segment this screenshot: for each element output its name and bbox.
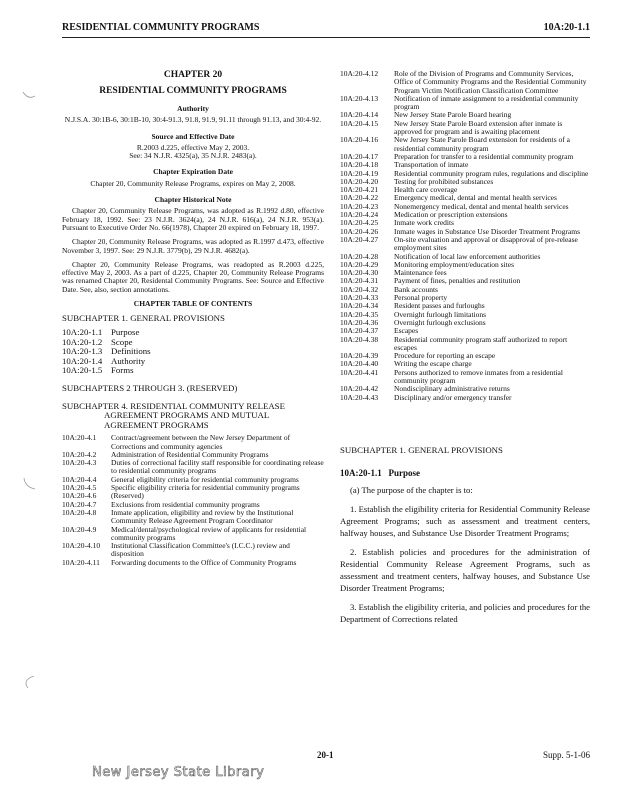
toc-entry-code: 10A:20-4.36	[340, 317, 379, 327]
toc-entry	[62, 559, 324, 567]
toc-entry-title: Contract/agreement between the New Jersey Department of Corrections and community agencies	[111, 433, 291, 451]
toc-entry-title: Scope	[111, 336, 133, 347]
toc-entry-title: Notification of local law enforcement authorities	[394, 251, 541, 261]
right-column	[340, 70, 590, 632]
history-paragraph: Chapter 20, Community Release Programs, was readopted as R.2003 d.225, effective May 2, 2003. As a part of d.225, Chapter 20, Community Release Programs was renamed Chapter 20, Residental Community Programs. See: Source and Effective Date. See, also, section annotations.	[62, 259, 324, 294]
toc-entry-title: Notification of inmate assignment to a residential community program	[394, 93, 579, 112]
toc-entry-title: New Jersey State Parole Board extension after inmate is approved for program and is awaiting placement	[394, 118, 563, 137]
header-rule	[62, 37, 590, 38]
toc-entry-code: 10A:20-4.26	[340, 226, 379, 236]
toc-entry-title: Medication or prescription extensions	[394, 210, 508, 220]
toc-entry-title: New Jersey State Parole Board extension for residents of a residential community program	[394, 135, 570, 153]
body-paragraph: 1. Establish the eligibility criteria for Residential Community Release Agreement Programs; such as assessment and treatment centers, halfway houses, and Substance Use Disorder Treatment Programs;	[340, 503, 590, 538]
toc-list-continued	[340, 70, 590, 402]
body-paragraph: 2. Establish policies and procedures for the administration of Residential Community Release Agreement Programs, such as assessment and treatment centers, halfway houses, and Substance Use Disorder Treatment Programs;	[340, 546, 590, 593]
toc-entry	[340, 70, 590, 95]
toc-entry-title: Authority	[111, 355, 146, 366]
header-section: 10A:20-1.1	[543, 22, 590, 33]
toc-entry-title: (Reserved)	[111, 491, 144, 501]
toc-entry-title: General eligibility criteria for residential community programs	[111, 474, 299, 484]
toc-entry-title: Overnight furlough exclusions	[394, 317, 486, 327]
toc-entry-title: On-site evaluation and approval or disapproval of pre-release employment sites	[394, 234, 578, 253]
toc-entry-code: 10A:20-4.12	[340, 69, 379, 78]
toc-subchapter-4: SUBCHAPTER 4. RESIDENTIAL COMMUNITY RELEASE AGREEMENT PROGRAMS AND MUTUAL AGREEMENT PROGRAMS	[62, 400, 285, 430]
toc-entry-code: 10A:20-1.1	[62, 326, 103, 337]
toc-entry-title: Administration of Residential Community Programs	[111, 449, 269, 459]
section-code: 10A:20-1.1	[340, 468, 382, 479]
toc-entry-code: 10A:20-4.11	[62, 557, 100, 567]
toc-entry-title: Definitions	[111, 346, 151, 357]
source-text	[62, 144, 324, 161]
toc-entry-code: 10A:20-4.28	[340, 251, 379, 261]
toc-list-subchapter-4	[62, 434, 324, 567]
toc-entry-title: Residential community program rules, regulations and discipline	[394, 168, 589, 178]
toc-entry-title: Inmate work credits	[394, 218, 454, 228]
chapter-title: RESIDENTIAL COMMUNITY PROGRAMS	[99, 86, 287, 96]
toc-entry-code: 10A:20-4.34	[340, 301, 379, 311]
header-title: RESIDENTIAL COMMUNITY PROGRAMS	[62, 22, 260, 33]
toc-entry	[340, 136, 590, 153]
toc-entry-code: 10A:20-1.4	[62, 355, 103, 366]
toc-entry-code: 10A:20-4.14	[340, 110, 379, 120]
left-column	[62, 70, 324, 567]
toc-entry-code: 10A:20-4.32	[340, 284, 379, 294]
toc-entry-code: 10A:20-4.19	[340, 168, 379, 178]
toc-entry-title: Payment of fines, penalties and restitution	[394, 276, 521, 286]
toc-entry-title: Personal property	[394, 293, 448, 303]
history-heading: Chapter Historical Note	[154, 195, 232, 205]
toc-entry-code: 10A:20-4.13	[340, 93, 379, 103]
toc-entry-title: Monitoring employment/education sites	[394, 259, 514, 269]
toc-entry-title: Testing for prohibited substances	[394, 176, 494, 186]
toc-entry-title: Writing the escape charge	[394, 359, 472, 369]
toc-entry-code: 10A:20-4.4	[62, 474, 97, 484]
toc-entry-title: Inmate application, eligibility and review by the Institutional Community Release Agreement Program Coordinator	[111, 507, 294, 526]
toc-entry-title: Duties of correctional facility staff responsible for coordinating release to residential community programs	[111, 458, 324, 476]
toc-entry-code: 10A:20-4.22	[340, 193, 379, 203]
toc-list-subchapter-1	[62, 328, 324, 376]
toc-entry-title: Overnight furlough limitations	[394, 309, 487, 319]
toc-entry-title: Persons authorized to remove inmates from a residential community program	[394, 367, 563, 385]
toc-entry	[62, 459, 324, 476]
toc-entry-code: 10A:20-4.24	[340, 210, 379, 220]
toc-entry-code: 10A:20-4.9	[62, 524, 97, 534]
body-subchapter-heading: SUBCHAPTER 1. GENERAL PROVISIONS	[340, 444, 503, 455]
expiration-text: Chapter 20, Community Release Programs, expires on May 2, 2008.	[90, 178, 296, 188]
toc-entry-code: 10A:20-4.16	[340, 135, 379, 145]
toc-entry-title: Health care coverage	[394, 185, 458, 195]
toc-entry-code: 10A:20-4.40	[340, 359, 379, 369]
toc-entry-title: Preparation for transfer to a residential community program	[394, 151, 574, 161]
toc-entry-title: Specific eligibility criteria for residential community programs	[111, 483, 300, 493]
toc-entry-code: 10A:20-4.20	[340, 176, 379, 186]
toc-entry-code: 10A:20-4.17	[340, 151, 379, 161]
toc-subchapter-1: SUBCHAPTER 1. GENERAL PROVISIONS	[62, 313, 225, 324]
body-paragraph: 3. Establish the eligibility criteria, and policies and procedures for the Department of Corrections related	[340, 601, 590, 624]
toc-entry-title: Forms	[111, 365, 134, 376]
margin-mark-icon	[22, 478, 36, 490]
toc-entry-code: 10A:20-4.23	[340, 201, 379, 211]
toc-entry-code: 10A:20-4.42	[340, 384, 379, 394]
toc-entry-title: Nondisciplinary administrative returns	[394, 384, 510, 394]
toc-entry-code: 10A:20-4.30	[340, 268, 379, 278]
toc-entry-code: 10A:20-4.33	[340, 293, 379, 303]
toc-entry	[340, 369, 590, 386]
source-heading: Source and Effective Date	[151, 131, 235, 141]
toc-entry-code: 10A:20-4.29	[340, 259, 379, 269]
toc-entry-title: Disciplinary and/or emergency transfer	[394, 392, 512, 402]
toc-entry-code: 10A:20-4.39	[340, 351, 379, 361]
supplement-date: Supp. 5-1-06	[543, 750, 590, 760]
source-line: R.2003 d.225, effective May 2, 2003.	[136, 142, 250, 152]
toc-entry	[340, 394, 590, 402]
toc-entry-code: 10A:20-1.3	[62, 346, 103, 357]
toc-entry-code: 10A:20-4.3	[62, 458, 97, 468]
toc-entry-title: New Jersey State Parole Board hearing	[394, 110, 512, 120]
authority-heading: Authority	[177, 104, 209, 113]
toc-entry-code: 10A:20-4.21	[340, 185, 379, 195]
running-header	[62, 22, 590, 36]
toc-entry-code: 10A:20-4.5	[62, 483, 97, 493]
toc-entry-title: Role of the Division of Programs and Community Services, Office of Community Programs and the Residential Community Program Victim Notification Classification Committee	[394, 69, 587, 95]
toc-entry-code: 10A:20-4.38	[340, 334, 379, 344]
toc-entry-code: 10A:20-1.2	[62, 336, 103, 347]
toc-entry	[62, 542, 324, 559]
toc-entry-code: 10A:20-4.41	[340, 367, 379, 377]
chapter-number: CHAPTER 20	[163, 70, 223, 80]
page-number: 20-1	[317, 750, 334, 760]
toc-entry-title: Exclusions from residential community programs	[111, 499, 260, 509]
toc-entry-title: Emergency medical, dental and mental health services	[394, 193, 557, 203]
toc-entry-title: Maintenance fees	[394, 268, 447, 278]
toc-entry	[340, 120, 590, 137]
toc-entry-code: 10A:20-4.31	[340, 276, 379, 286]
section-title: Purpose	[388, 468, 420, 479]
toc-entry	[62, 366, 324, 376]
margin-mark-icon	[22, 90, 36, 102]
toc-entry-code: 10A:20-4.1	[62, 433, 97, 443]
toc-entry-title: Purpose	[111, 326, 140, 337]
toc-entry-title: Escapes	[394, 326, 419, 336]
toc-entry	[340, 95, 590, 112]
library-watermark: New Jersey State Library	[92, 765, 265, 780]
toc-entry-title: Nonemergency medical, dental and mental health services	[394, 201, 569, 211]
toc-entry-title: Transportation of inmate	[394, 160, 469, 170]
toc-entry-code: 10A:20-4.6	[62, 491, 97, 501]
toc-entry-title: Procedure for reporting an escape	[394, 351, 496, 361]
toc-entry	[62, 484, 324, 492]
toc-entry-code: 10A:20-4.8	[62, 507, 97, 517]
history-paragraph: Chapter 20, Community Release Programs, was adopted as R.1997 d.473, effective November 3, 1997. See: 29 N.J.R. 3779(b), 29 N.J.R. 4682(a).	[62, 237, 324, 255]
toc-subchapters-2-3: SUBCHAPTERS 2 THROUGH 3. (RESERVED)	[62, 382, 238, 393]
toc-entry	[62, 434, 324, 451]
body-intro: (a) The purpose of the chapter is to:	[350, 484, 473, 495]
toc-entry-title: Resident passes and furloughs	[394, 301, 485, 311]
toc-entry	[340, 336, 590, 353]
toc-entry-code: 10A:20-4.35	[340, 309, 379, 319]
toc-entry-code: 10A:20-1.5	[62, 365, 103, 376]
expiration-heading: Chapter Expiration Date	[153, 167, 233, 177]
toc-entry-code: 10A:20-4.2	[62, 449, 97, 459]
toc-entry-title: Inmate wages in Substance Use Disorder Treatment Programs	[394, 226, 581, 236]
toc-entry-title: Medical/dental/psychological review of applicants for residential community programs	[111, 524, 307, 542]
source-line: See: 34 N.J.R. 4325(a), 35 N.J.R. 2483(a).	[129, 151, 257, 161]
toc-entry-title: Institutional Classification Committee's (I.C.C.) review and disposition	[111, 541, 290, 559]
toc-entry-code: 10A:20-4.10	[62, 541, 101, 551]
toc-entry-code: 10A:20-4.43	[340, 392, 379, 402]
toc-entry-code: 10A:20-4.15	[340, 118, 379, 128]
page-footer	[62, 750, 590, 762]
history-paragraph: Chapter 20, Community Release Programs, was adopted as R.1992 d.80, effective February 18, 1992. See: 23 N.J.R. 3624(a), 24 N.J.R. 616(a), 24 N.J.R. 953(a). Pursuant to Executive Order No. 66(1978), Chapter 20 expired on February 18, 1997.	[62, 206, 324, 232]
toc-entry-code: 10A:20-4.7	[62, 499, 97, 509]
toc-entry-code: 10A:20-4.18	[340, 160, 379, 170]
margin-mark-icon	[22, 676, 36, 688]
toc-entry	[62, 509, 324, 526]
toc-entry-title: Bank accounts	[394, 284, 438, 294]
toc-entry-code: 10A:20-4.37	[340, 326, 379, 336]
toc-entry-title: Forwarding documents to the Office of Community Programs	[111, 557, 297, 567]
toc-entry-code: 10A:20-4.27	[340, 234, 379, 244]
toc-entry	[340, 236, 590, 253]
toc-entry-code: 10A:20-4.25	[340, 218, 379, 228]
toc-entry-title: Residential community program staff authorized to report escapes	[394, 334, 568, 352]
authority-text: N.J.S.A. 30:1B-6, 30:1B-10, 30:4-91.3, 91.8, 91.9, 91.11 through 91.13, and 30:4-92.	[64, 115, 322, 125]
section-heading	[340, 469, 590, 477]
toc-heading: CHAPTER TABLE OF CONTENTS	[133, 299, 253, 309]
toc-entry	[62, 526, 324, 543]
